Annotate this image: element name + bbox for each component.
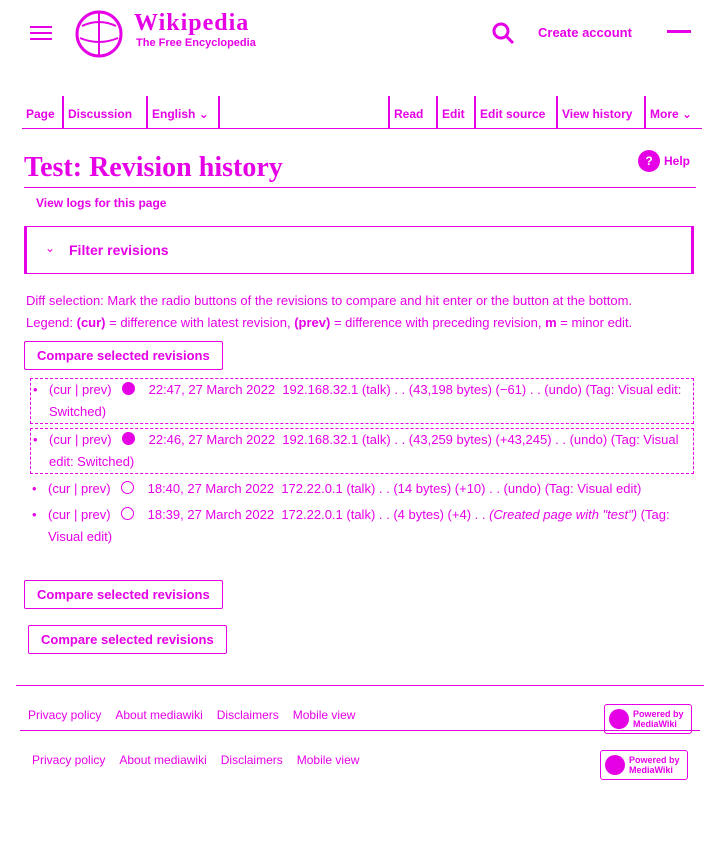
revision-meta: . . (4 bytes) (+4) . . [378,507,490,522]
powered-by-label: Powered by MediaWiki [633,709,684,729]
footer-links [28,708,355,722]
tab-page[interactable]: Page [26,107,55,121]
legend-cur: (cur) [76,315,106,330]
tab-view-history[interactable]: View history [556,96,644,128]
revision-user[interactable]: 172.22.0.1 (talk) [281,507,376,522]
tab-discussion[interactable]: Discussion [62,96,144,128]
help-label: Help [664,154,691,168]
legend-prev-text: = difference with preceding revision, [330,315,546,330]
chevron-down-icon: ⌄ [682,107,693,121]
more-options-icon[interactable] [667,30,691,37]
mediawiki-logo-icon [605,755,625,775]
create-account-link[interactable]: Create account [538,25,632,40]
legend-minor-text: = minor edit. [556,315,633,330]
cur-prev-links[interactable]: (cur | prev) [49,382,112,397]
privacy-policy-link[interactable]: Privacy policy [28,708,102,722]
compare-button-top[interactable]: Compare selected revisions [24,341,223,370]
revision-date[interactable]: 22:46, 27 March 2022 [148,432,276,447]
chevron-down-icon: ⌄ [45,241,56,255]
tab-edit-source[interactable]: Edit source [474,96,554,128]
radio-button[interactable] [121,481,134,494]
powered-by-label: Powered by MediaWiki [629,755,680,775]
view-logs-link[interactable]: View logs for this page [36,196,167,210]
powered-by-mediawiki-badge[interactable] [600,750,688,780]
diff-instructions [26,290,702,334]
help-icon: ? [638,150,660,172]
title-divider [24,187,696,188]
list-item [30,504,694,548]
radio-button[interactable] [121,507,134,520]
cur-prev-links[interactable]: (cur | prev) [49,432,112,447]
more-label: More [650,107,679,121]
radio-button[interactable] [122,382,135,395]
tabs-divider [22,128,702,129]
disclaimers-link[interactable]: Disclaimers [220,753,283,767]
footer-divider [20,730,700,731]
tab-language[interactable] [146,96,218,128]
footer-links [32,753,359,767]
legend [26,312,702,334]
wikipedia-globe-icon[interactable] [74,10,124,58]
legend-prev: (prev) [294,315,331,330]
tab-more[interactable] [644,96,702,128]
list-item [30,378,694,424]
mobile-view-link[interactable]: Mobile view [292,708,356,722]
help-link[interactable] [638,150,690,172]
language-label: English [152,107,196,121]
compare-button-middle[interactable]: Compare selected revisions [24,580,223,609]
tab-read[interactable]: Read [388,96,434,128]
legend-prefix: Legend: [26,315,77,330]
about-link[interactable]: About mediawiki [119,753,207,767]
radio-button[interactable] [122,432,135,445]
tab-spacer [218,96,388,128]
tagline: The Free Encyclopedia [136,37,256,49]
edit-summary: (Created page with "test") [489,507,638,522]
list-item [30,428,694,474]
list-item [30,478,694,500]
compare-button-bottom[interactable]: Compare selected revisions [28,625,227,654]
cur-prev-links[interactable]: (cur | prev) [48,481,111,496]
tab-edit[interactable]: Edit [436,96,474,128]
revision-date[interactable]: 18:39, 27 March 2022 [147,507,275,522]
search-icon[interactable] [490,20,516,46]
revision-meta: . . (14 bytes) (+10) . . (undo) (Tag: Visual edit) [378,481,642,496]
revision-meta: . . (43,259 bytes) (+43,245) . . (undo) (Tag: Visual edit: Switched) [49,432,679,469]
page-tabs [22,96,702,130]
page-title: Test: Revision history [24,152,283,183]
revision-user[interactable]: 172.22.0.1 (talk) [281,481,376,496]
cur-prev-links[interactable]: (cur | prev) [48,507,111,522]
filter-label: Filter revisions [69,242,169,258]
chevron-down-icon: ⌄ [198,107,209,121]
footer-divider [16,685,704,686]
revision-date[interactable]: 22:47, 27 March 2022 [148,382,276,397]
about-link[interactable]: About mediawiki [115,708,203,722]
legend-cur-text: = difference with latest revision, [105,315,295,330]
revision-date[interactable]: 18:40, 27 March 2022 [147,481,275,496]
revision-list [30,378,694,552]
main-menu-button[interactable] [30,26,52,40]
revision-user[interactable]: 192.168.32.1 (talk) [282,432,391,447]
diff-selection-text: Diff selection: Mark the radio buttons of the revisions to compare and hit enter or the button at the bottom. [26,293,633,308]
legend-minor: m [545,315,557,330]
mediawiki-logo-icon [609,709,629,729]
revision-user[interactable]: 192.168.32.1 (talk) [282,382,391,397]
revision-meta: . . (43,198 bytes) (−61) . . (undo) (Tag: Visual edit: Switched) [49,382,682,419]
filter-revisions-panel[interactable] [24,226,694,274]
revision-tag: (Tag: Visual edit) [48,507,670,544]
privacy-policy-link[interactable]: Privacy policy [32,753,106,767]
mobile-view-link[interactable]: Mobile view [296,753,360,767]
wordmark[interactable]: Wikipedia [134,10,250,36]
disclaimers-link[interactable]: Disclaimers [216,708,279,722]
